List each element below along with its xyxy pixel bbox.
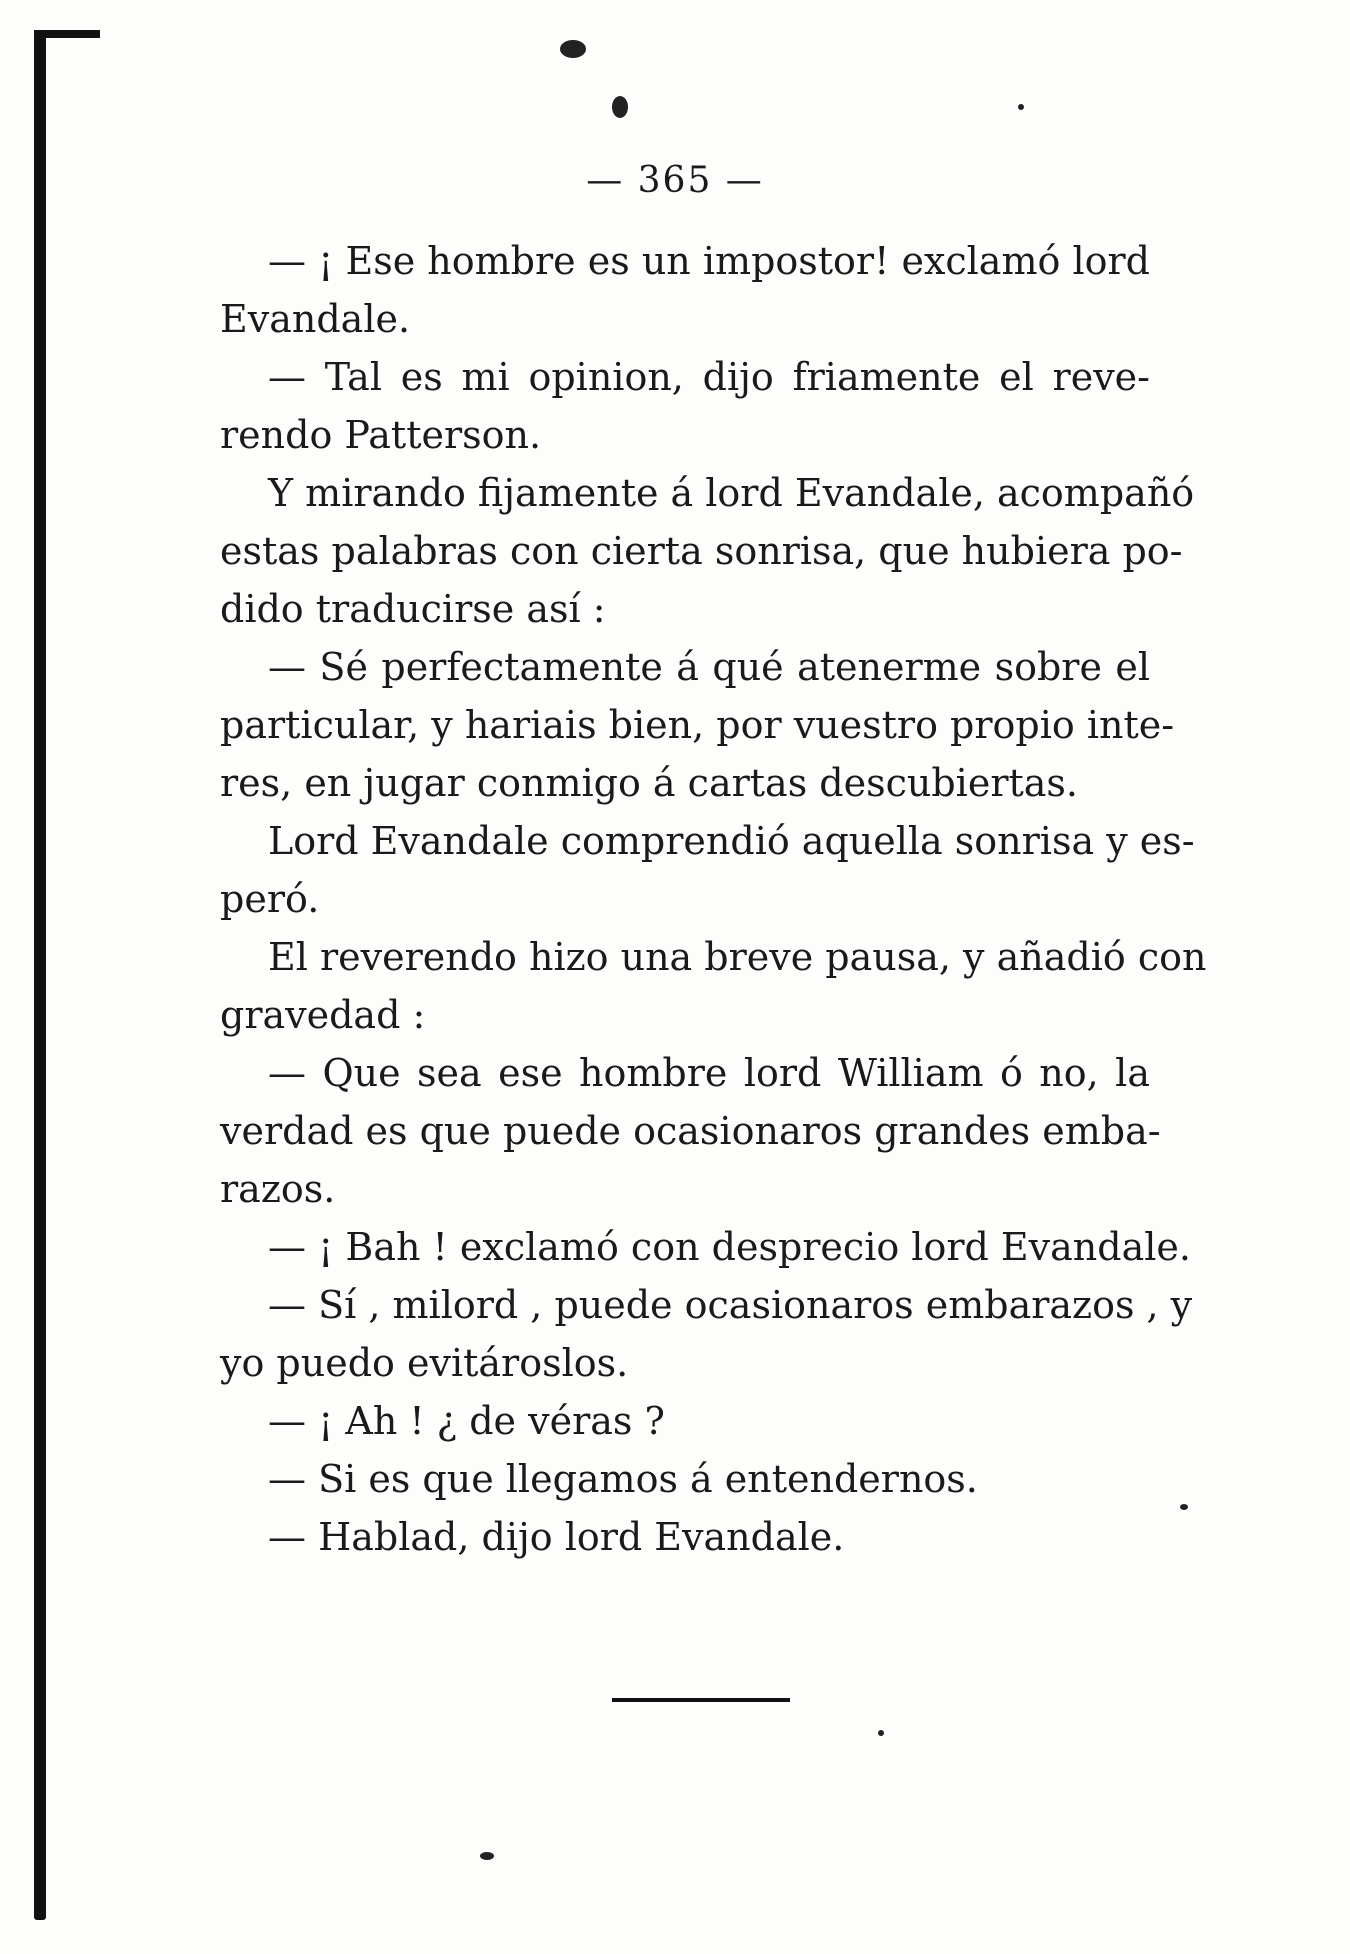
text-line: El reverendo hizo una breve pausa, y añadió con: [268, 935, 1207, 979]
text-line: Y mirando fijamente á lord Evandale, acompañó: [268, 471, 1195, 515]
text-line: — Sí , milord , puede ocasionaros embarazos , y: [268, 1283, 1193, 1327]
text-line: dido traducirse así :: [220, 587, 606, 631]
text-line: estas palabras con cierta sonrisa, que hubiera po-: [220, 529, 1183, 573]
binding-edge: [34, 30, 46, 1920]
text-line: — Hablad, dijo lord Evandale.: [268, 1515, 845, 1559]
text-line: gravedad :: [220, 993, 426, 1037]
text-line: — Si es que llegamos á entendernos.: [268, 1457, 978, 1501]
text-line: Evandale.: [220, 297, 411, 341]
page-number: — 365 —: [586, 160, 764, 201]
text-line: Lord Evandale comprendió aquella sonrisa y es-: [268, 819, 1195, 863]
text-line: yo puedo evitároslos.: [220, 1341, 629, 1385]
text-line: razos.: [220, 1167, 336, 1211]
end-rule: [612, 1698, 790, 1702]
text-line: — Sé perfectamente á qué atenerme sobre el: [268, 645, 1150, 689]
body-text: [220, 232, 1207, 1566]
text-line: rendo Patterson.: [220, 413, 542, 457]
text-line: particular, y hariais bien, por vuestro propio inte-: [220, 703, 1175, 747]
text-line: — Tal es mi opinion, dijo friamente el reve-: [268, 355, 1150, 399]
ink-speck: [480, 1852, 494, 1860]
ink-speck: [560, 40, 586, 58]
ink-speck: [1018, 104, 1024, 110]
text-line: — ¡ Ese hombre es un impostor! exclamó lord: [268, 239, 1150, 283]
ink-speck: [612, 96, 628, 118]
ink-speck: [878, 1730, 884, 1736]
text-line: — ¡ Ah ! ¿ de véras ?: [268, 1399, 665, 1443]
text-line: verdad es que puede ocasionaros grandes emba-: [220, 1109, 1161, 1153]
text-line: — ¡ Bah ! exclamó con desprecio lord Evandale.: [268, 1225, 1191, 1269]
ink-speck: [1180, 1504, 1188, 1510]
text-line: peró.: [220, 877, 320, 921]
text-line: — Que sea ese hombre lord William ó no, la: [268, 1051, 1150, 1095]
text-line: res, en jugar conmigo á cartas descubiertas.: [220, 761, 1078, 805]
